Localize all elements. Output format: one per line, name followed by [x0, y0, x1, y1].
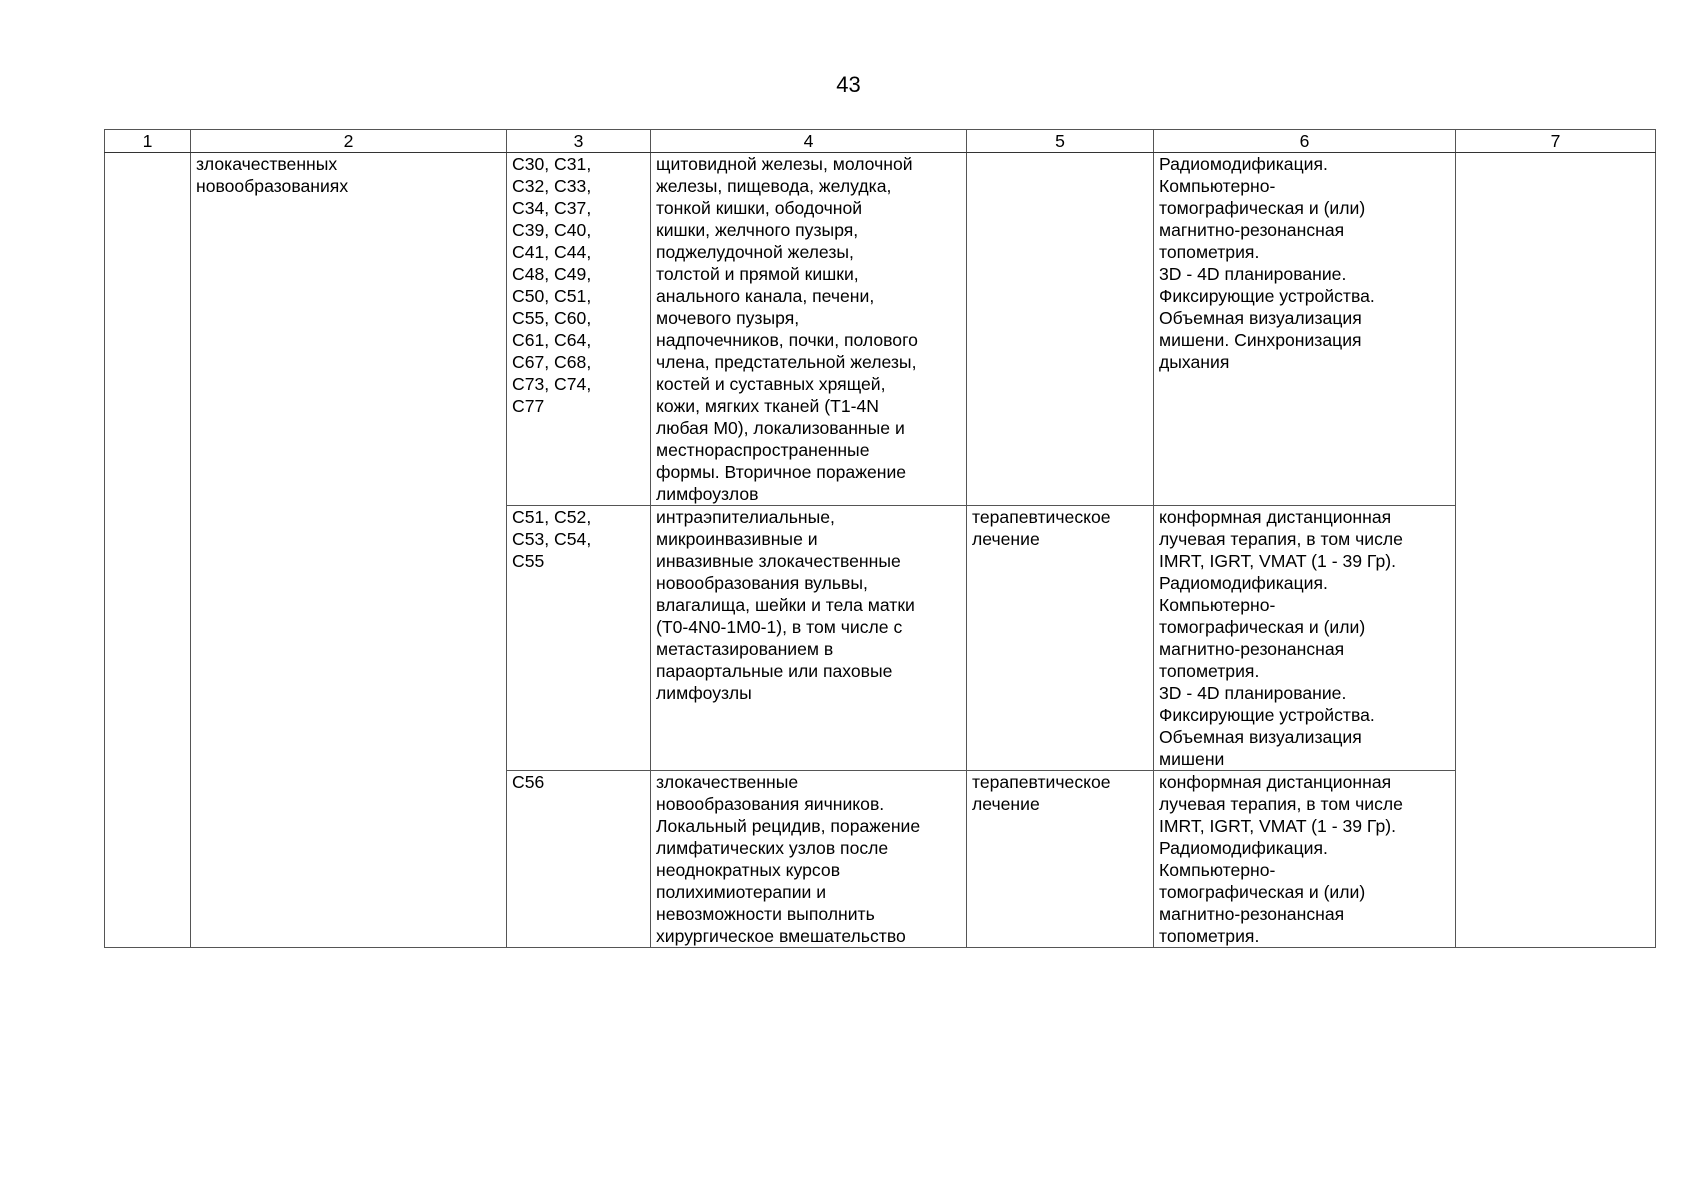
cell-icd-codes: C51, C52, C53, C54, C55: [507, 506, 651, 771]
column-header-4: 4: [651, 130, 967, 153]
cell-treatment-method: Радиомодификация. Компьютерно- томографическая и (или) магнитно-резонансная топометрия. 3D - 4D планирование. Фиксирующие устройства. Объемная визуализация мишени. Синхронизация дыхания: [1154, 153, 1456, 506]
column-header-2: 2: [191, 130, 507, 153]
cell-icd-codes: C56: [507, 771, 651, 948]
table-row: [105, 153, 1656, 506]
medical-care-table: [104, 129, 1656, 948]
cell-treatment-method: конформная дистанционная лучевая терапия, в том числе IMRT, IGRT, VMAT (1 - 39 Гр). Радиомодификация. Компьютерно- томографическая и (или) магнитно-резонансная топометрия. 3D - 4D планирование. Фиксирующие устройства. Объемная визуализация мишени: [1154, 506, 1456, 771]
cell-treatment-method: конформная дистанционная лучевая терапия, в том числе IMRT, IGRT, VMAT (1 - 39 Гр). Радиомодификация. Компьютерно- томографическая и (или) магнитно-резонансная топометрия.: [1154, 771, 1456, 948]
cell-disease-group: злокачественных новообразованиях: [191, 153, 507, 948]
cell-treatment-type: [967, 153, 1154, 506]
cell-treatment-type: терапевтическое лечение: [967, 506, 1154, 771]
cell-description: злокачественные новообразования яичников. Локальный рецидив, поражение лимфатических узлов после неоднократных курсов полихимиотерапии и невозможности выполнить хирургическое вмешательство: [651, 771, 967, 948]
column-header-6: 6: [1154, 130, 1456, 153]
cell-icd-codes: C30, C31, C32, C33, C34, C37, C39, C40, C41, C44, C48, C49, C50, C51, C55, C60, C61, C64, C67, C68, C73, C74, C77: [507, 153, 651, 506]
cell-description: интраэпителиальные, микроинвазивные и инвазивные злокачественные новообразования вульвы, влагалища, шейки и тела матки (T0-4N0-1M0-1), в том числе с метастазированием в параортальные или паховые лимфоузлы: [651, 506, 967, 771]
column-header-7: 7: [1456, 130, 1656, 153]
cell-treatment-type: терапевтическое лечение: [967, 771, 1154, 948]
page-number: 43: [836, 72, 861, 97]
column-header-3: 3: [507, 130, 651, 153]
cell-col7: [1456, 153, 1656, 948]
cell-col1: [105, 153, 191, 948]
column-header-1: 1: [105, 130, 191, 153]
cell-description: щитовидной железы, молочной железы, пищевода, желудка, тонкой кишки, ободочной кишки, желчного пузыря, поджелудочной железы, толстой и прямой кишки, анального канала, печени, мочевого пузыря, надпочечников, почки, полового члена, предстательной железы, костей и суставных хрящей, кожи, мягких тканей (T1-4N любая M0), локализованные и местнораспространенные формы. Вторичное поражение лимфоузлов: [651, 153, 967, 506]
column-number-row: [105, 130, 1656, 153]
column-header-5: 5: [967, 130, 1154, 153]
